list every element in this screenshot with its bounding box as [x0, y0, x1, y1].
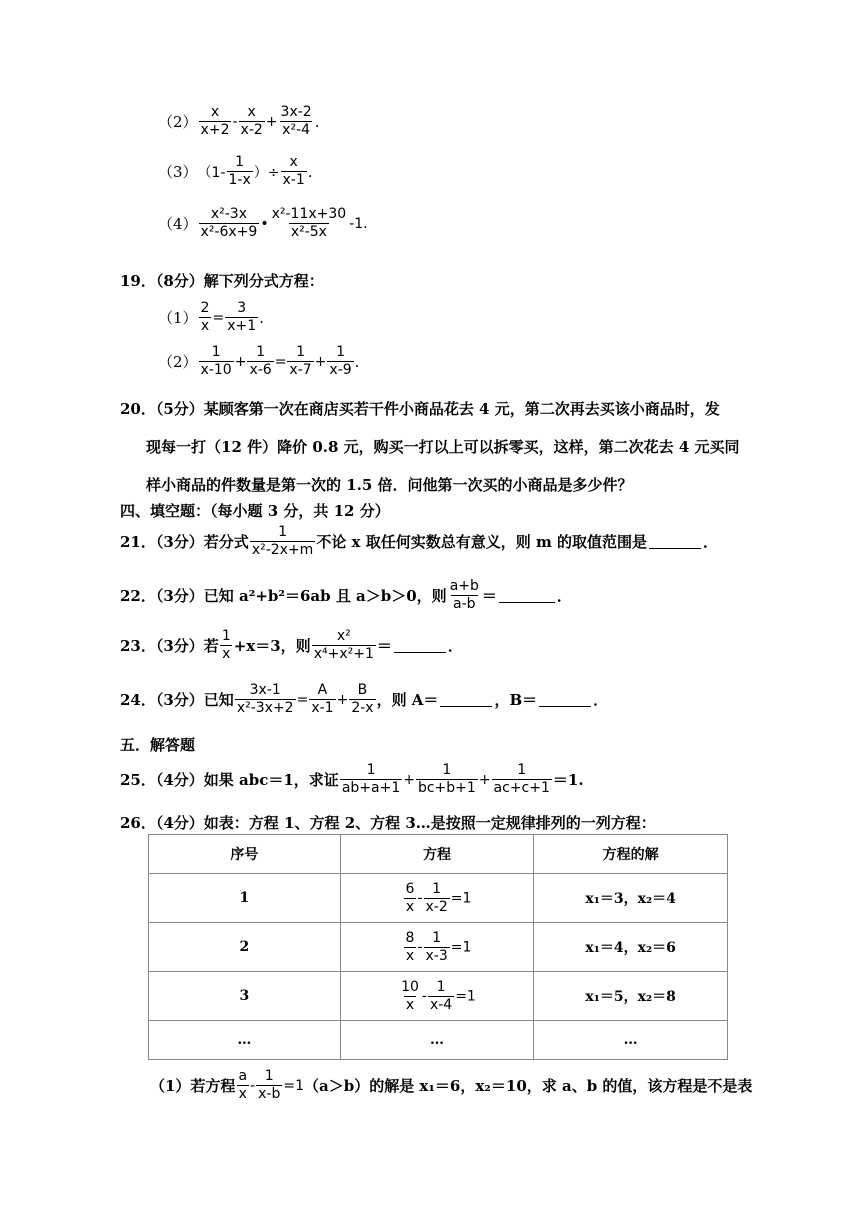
fraction: $\frac{3x-1}{\text{x²-3x+2}}$: [236, 682, 294, 716]
fraction: $\frac{1}{x-10}$: [200, 344, 232, 378]
fraction: $\frac{A}{x-1}$: [311, 682, 334, 716]
row-solution: x₁＝3，x₂＝4: [534, 874, 728, 923]
q20-line1: 20．（5分）某顾客第一次在商店买若干件小商品花去 4 元，第二次再去买该小商品时，发: [120, 400, 720, 418]
fraction: $\frac{1}{x}$: [221, 628, 231, 662]
q26-heading: 26．（4分）如表：方程 1、方程 2、方程 3…是按照一定规律排列的一列方程：: [120, 814, 656, 832]
q19-heading: 19．（8分）解下列分式方程：: [120, 272, 324, 290]
q22: 22．（3分）已知 a²+b²＝6ab 且 a＞b＞0，则 $\frac{a+b}{a-b}$ ＝ ．: [120, 578, 572, 612]
fraction: $\frac{1}{1-x}$: [228, 154, 251, 188]
q23: 23．（3分）若 $\frac{1}{x}$ +x＝3，则 $\frac{\text{x²}}{\text{x⁴+x²+1}}$ ＝ ．: [120, 628, 463, 662]
q18-part3: （3） （1- $\frac{1}{1-x}$ ）÷ $\frac{x}{x-1}$ .: [158, 154, 313, 188]
answer-blank[interactable]: [649, 547, 701, 549]
answer-blank-b[interactable]: [539, 705, 591, 707]
row-solution: x₁＝5，x₂＝8: [534, 972, 728, 1021]
fraction: $\frac{\text{x²-11x+30}}{\text{x²-5x}}$: [271, 206, 347, 240]
table-row: [149, 874, 728, 923]
fraction: $\frac{a}{x}$: [238, 1068, 248, 1102]
table-row: [149, 923, 728, 972]
fraction: $\frac{1}{x-2}$: [425, 880, 448, 915]
row-equation: $\frac{8}{x}$ - $\frac{1}{x-3}$ =1: [340, 923, 534, 972]
table-header: 方程: [340, 835, 534, 874]
fraction: $\frac{a+b}{a-b}$: [449, 578, 479, 612]
row-number: 3: [149, 972, 341, 1021]
fraction: $\frac{1}{x-6}$: [249, 344, 272, 378]
row-number: 2: [149, 923, 341, 972]
fraction: $\frac{x}{x+2}$: [200, 104, 230, 138]
q20-line3: 样小商品的件数量是第一次的 1.5 倍．问他第一次买的小商品是多少件？: [146, 476, 633, 494]
fraction: $\frac{1}{x-4}$: [429, 978, 453, 1013]
q26-part1: （1）若方程 $\frac{a}{x}$ - $\frac{1}{x-b}$ =1 （a＞b）的解是 x₁＝6，x₂＝10，求 a、b 的值，该方程是不是表: [150, 1068, 753, 1102]
fraction: $\frac{10}{x}$: [401, 978, 419, 1013]
row-equation: $\frac{6}{x}$ - $\frac{1}{x-2}$ =1: [340, 874, 534, 923]
table-header: 序号: [149, 835, 341, 874]
fraction: $\frac{\text{x²}}{\text{x⁴+x²+1}}$: [313, 628, 374, 662]
fraction: $\frac{B}{2-x}$: [351, 682, 374, 716]
q19-part1: （1） $\frac{2}{x}$ = $\frac{3}{x+1}$ .: [158, 300, 264, 334]
table-row: [149, 1021, 728, 1060]
q19-part2: （2） $\frac{1}{x-10}$ + $\frac{1}{x-6}$ = $\frac{1}{x-7}$ + $\frac{1}{x-9}$ .: [158, 344, 360, 378]
fraction: $\frac{1}{\text{x²-2x+m}}$: [251, 524, 314, 558]
section-5-heading: 五．解答题: [120, 736, 196, 754]
fraction: $\frac{x}{x-1}$: [282, 154, 305, 188]
section-4-heading: 四、填空题：（每小题 3 分，共 12 分）: [120, 502, 390, 520]
row-equation: $\frac{10}{x}$ - $\frac{1}{x-4}$ =1: [340, 972, 534, 1021]
fraction: $\frac{1}{x-b}$: [258, 1068, 281, 1102]
fraction: $\frac{1}{x-9}$: [329, 344, 352, 378]
answer-blank[interactable]: [394, 651, 446, 653]
q25: 25．（4分）如果 abc＝1，求证 $\frac{1}{ab+a+1}$ + $\frac{1}{bc+b+1}$ + $\frac{1}{ac+c+1}$ ＝1.: [120, 762, 584, 796]
fraction: $\frac{x}{x-2}$: [240, 104, 263, 138]
ellipsis-cell: …: [534, 1021, 728, 1060]
answer-blank[interactable]: [499, 601, 555, 603]
answer-blank-a[interactable]: [440, 705, 492, 707]
fraction: $\frac{1}{ac+c+1}$: [493, 762, 550, 796]
ellipsis-cell: …: [149, 1021, 341, 1060]
q18-part4: （4） $\frac{\text{x²-3x}}{\text{x²-6x+9}}$ • $\frac{\text{x²-11x+30}}{\text{x²-5x}}$ -1.: [158, 206, 368, 240]
table-row: [149, 972, 728, 1021]
q18-part2: （2） $\frac{x}{x+2}$ - $\frac{x}{x-2}$ + $\frac{3x-2}{\text{x²-4}}$ .: [158, 104, 320, 138]
equation-table: [148, 834, 728, 1060]
row-solution: x₁＝4，x₂＝6: [534, 923, 728, 972]
fraction: $\frac{1}{x-3}$: [425, 929, 448, 964]
q20-line2: 现每一打（12 件）降价 0.8 元，购买一打以上可以拆零买，这样，第二次花去 4 元买同: [146, 438, 740, 456]
row-number: 1: [149, 874, 341, 923]
q21: 21．（3分）若分式 $\frac{1}{\text{x²-2x+m}}$ 不论 x 取任何实数总有意义，则 m 的取值范围是 ．: [120, 524, 719, 558]
fraction: $\frac{8}{x}$: [405, 929, 415, 964]
fraction: $\frac{1}{x-7}$: [289, 344, 312, 378]
table-header-row: [149, 835, 728, 874]
fraction: $\frac{1}{ab+a+1}$: [341, 762, 401, 796]
ellipsis-cell: …: [340, 1021, 534, 1060]
table-header: 方程的解: [534, 835, 728, 874]
fraction: $\frac{3x-2}{\text{x²-4}}$: [280, 104, 312, 138]
fraction: $\frac{2}{x}$: [200, 300, 210, 334]
fraction: $\frac{6}{x}$: [405, 880, 415, 915]
q24: 24．（3分）已知 $\frac{3x-1}{\text{x²-3x+2}}$ = $\frac{A}{x-1}$ + $\frac{B}{2-x}$ ，则 A＝ ，B＝ ．: [120, 682, 609, 716]
fraction: $\frac{3}{x+1}$: [227, 300, 257, 334]
fraction: $\frac{\text{x²-3x}}{\text{x²-6x+9}}$: [200, 206, 258, 240]
fraction: $\frac{1}{bc+b+1}$: [417, 762, 476, 796]
